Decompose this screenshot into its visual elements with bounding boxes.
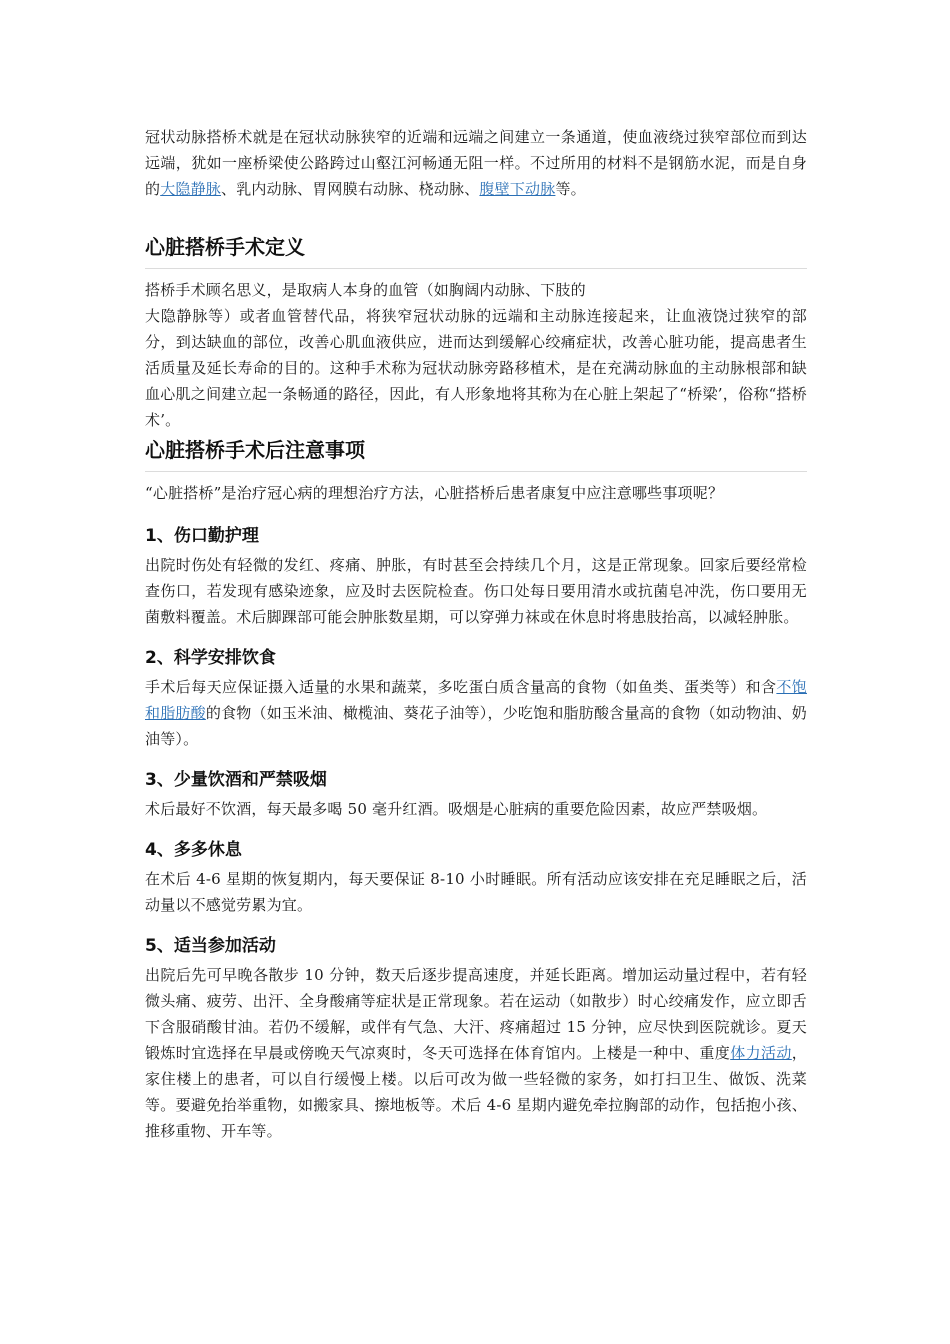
definition-heading: 心脏搭桥手术定义 [145,235,305,259]
link-inferior-epigastric-artery[interactable]: 腹壁下动脉 [479,180,556,198]
section-title-diet: 2、科学安排饮食 [145,648,276,668]
definition-paragraph: 搭桥手术顾名思义，是取病人本身的血管（如胸阔内动脉、下肢的 大隐静脉等）或者血管替代品，将狭窄冠状动脉的远端和主动脉连接起来，让血液饶过狭窄的部分，到达缺血的部位，改善心肌血液供应，进而达到缓解心绞痛症状，改善心脏功能，提高患者生活质量及延长寿命的目的。这种手术称为冠状动脉旁路移植术，是在充满动脉血的主动脉根部和缺血心肌之间建立起一条畅通的路径，因此，有人形象地将其称为在心脏上架起了“桥梁’，俗称“搭桥术’。 [145,281,807,429]
section-text-activity: 出院后先可早晚各散步 10 分钟，数天后逐步提高速度，并延长距离。增加运动量过程中，若有轻微头痛、疲劳、出汗、全身酸痛等症状是正常现象。若在运动（如散步）时心绞痛发作，应立即舌下含服硝酸甘油。若仍不缓解，或伴有气急、大汗、疼痛超过 15 分钟，应尽快到医院就诊。夏天锻炼时宜选择在早晨或傍晚天气凉爽时，冬天可选择在体育馆内。上楼是一种中、重度体力活动，家住楼上的患者，可以自行缓慢上楼。以后可改为做一些轻微的家务，如打扫卫生、做饭、洗菜等。要避免抬举重物，如搬家具、擦地板等。术后 4-6 星期内避免牵拉胸部的动作，包括抱小孩、推移重物、开车等。 [145,966,807,1140]
section-text-alcohol-smoking: 术后最好不饮酒，每天最多喝 50 毫升红酒。吸烟是心脏病的重要危险因素，故应严禁吸烟。 [145,800,768,818]
link-physical-activity[interactable]: 体力活动 [730,1044,792,1062]
heading-divider [145,471,807,472]
section-text-wound-care: 出院时伤处有轻微的发红、疼痛、肿胀，有时甚至会持续几个月，这是正常现象。回家后要经常检查伤口，若发现有感染迹象，应及时去医院检查。伤口处每日要用清水或抗菌皂冲洗，伤口要用无菌敷料覆盖。术后脚踝部可能会肿胀数星期，可以穿弹力袜或在休息时将患肢抬高，以减轻肿胀。 [145,556,807,626]
section-title-wound-care: 1、伤口勤护理 [145,526,259,546]
section-text-diet: 手术后每天应保证摄入适量的水果和蔬菜，多吃蛋白质含量高的食物（如鱼类、蛋类等）和含不饱和脂肪酸的食物（如玉米油、橄榄油、葵花子油等），少吃饱和脂肪酸含量高的食物（如动物油、奶油等）。 [145,678,807,748]
article [145,124,807,1144]
heading-divider [145,268,807,269]
aftercare-heading: 心脏搭桥手术后注意事项 [145,438,365,462]
section-text-rest: 在术后 4-6 星期的恢复期内，每天要保证 8-10 小时睡眠。所有活动应该安排在充足睡眠之后，活动量以不感觉劳累为宜。 [145,870,807,914]
intro-paragraph: 冠状动脉搭桥术就是在冠状动脉狭窄的近端和远端之间建立一条通道，使血液绕过狭窄部位而到达远端，犹如一座桥梁使公路跨过山壑江河畅通无阻一样。不过所用的材料不是钢筋水泥，而是自身的大隐静脉、乳内动脉、胃网膜右动脉、桡动脉、腹壁下动脉等。 [145,128,807,198]
section-title-rest: 4、多多休息 [145,840,242,860]
section-title-activity: 5、适当参加活动 [145,936,276,956]
link-great-saphenous-vein[interactable]: 大隐静脉 [160,180,222,198]
aftercare-intro: “心脏搭桥”是治疗冠心病的理想治疗方法，心脏搭桥后患者康复中应注意哪些事项呢？ [145,484,724,502]
section-title-alcohol-smoking: 3、少量饮酒和严禁吸烟 [145,770,327,790]
link-unsaturated-fatty-acid[interactable]: 不饱和脂肪酸 [145,678,807,722]
